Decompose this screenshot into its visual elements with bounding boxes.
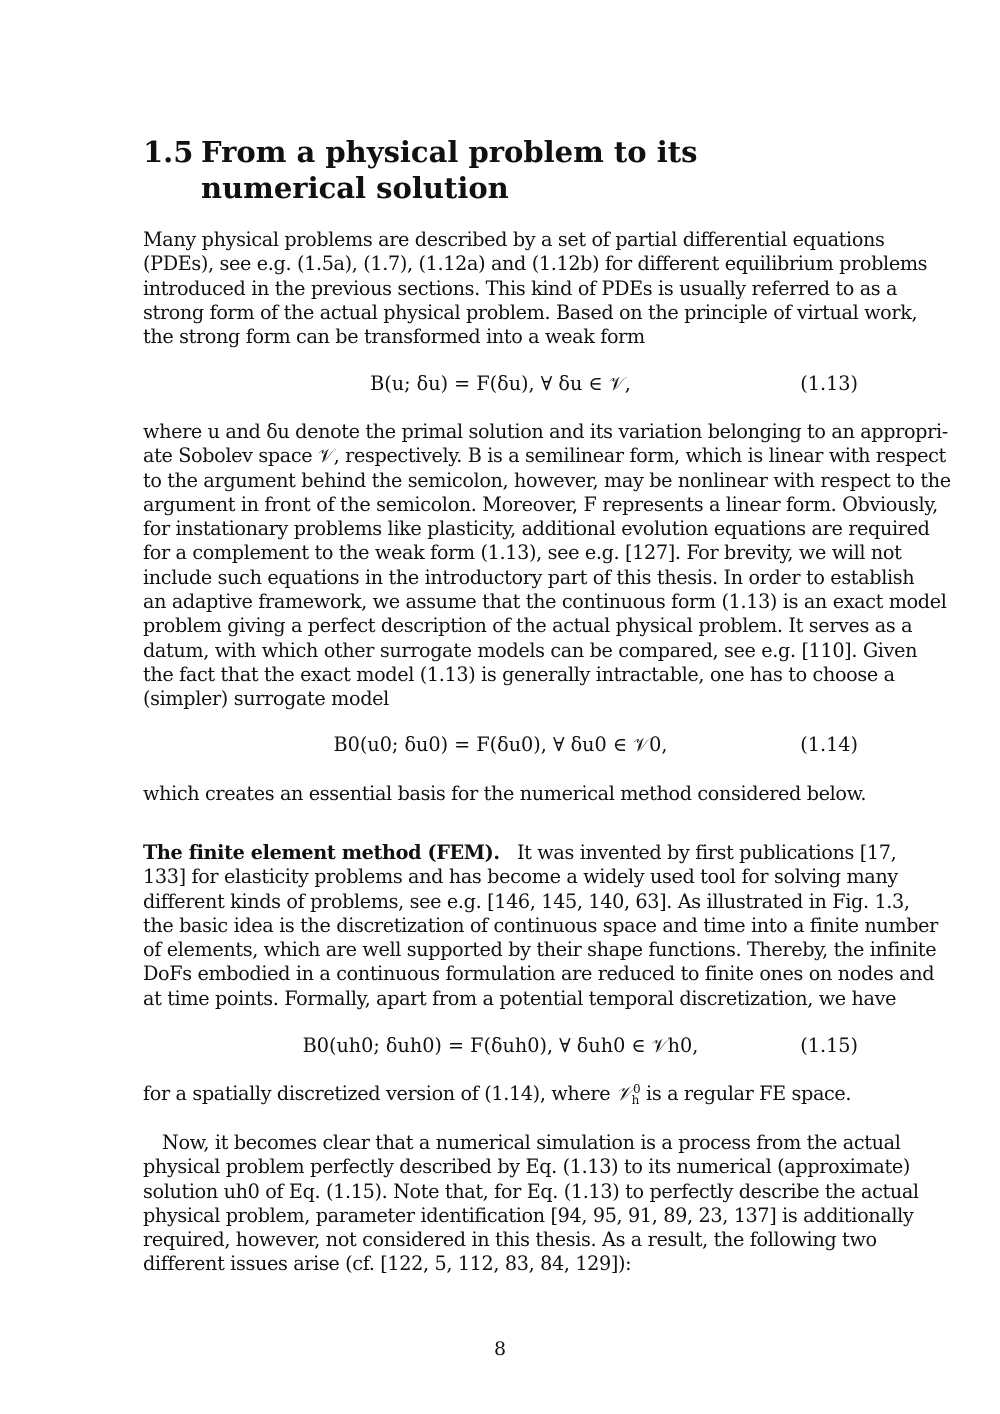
paragraph-simulation (143, 1131, 919, 1277)
equation-1-15 (143, 1034, 858, 1060)
text-line: different issues arise (cf. [122, 5, 112, 83, 84, 129]): (143, 1252, 632, 1276)
text-line: physical problem perfectly described by Eq. (1.13) to its numerical (approximate) (143, 1155, 910, 1179)
text-line: DoFs embodied in a continuous formulation are reduced to finite ones on nodes and (143, 962, 935, 986)
text-line: problem giving a perfect description of the actual physical problem. It serves as a (143, 614, 913, 638)
text-line: Now, it becomes clear that a numerical simulation is a process from the actual (162, 1131, 901, 1154)
paragraph-fe-space (143, 1082, 858, 1106)
equation-1-13 (143, 372, 858, 398)
text-line: which creates an essential basis for the numerical method considered below. (143, 782, 867, 805)
equation-number: (1.15) (800, 1034, 858, 1057)
text-line: Many physical problems are described by a set of partial differential equations (143, 228, 885, 251)
equation-number: (1.14) (800, 733, 858, 756)
text-line: physical problem, parameter identification [94, 95, 91, 89, 23, 137] is additionally (143, 1203, 914, 1227)
text-fragment: It was invented by first publications [17, (516, 841, 897, 864)
text-line: strong form of the actual physical problem. Based on the principle of virtual work, (143, 300, 918, 324)
section-heading (143, 134, 858, 206)
text-line: of elements, which are well supported by their shape functions. Thereby, the infinite (143, 938, 937, 962)
runin-heading: The finite element method (FEM). (143, 841, 500, 864)
text-line: argument in front of the semicolon. Moreover, F represents a linear form. Obviously, (143, 492, 938, 516)
text-line: the basic idea is the discretization of continuous space and time into a finite number (143, 913, 938, 937)
equation-number: (1.13) (800, 372, 858, 395)
paragraph-fem (143, 841, 938, 1011)
text-line: the strong form can be transformed into a weak form (143, 325, 645, 349)
text-line: for instationary problems like plasticity, additional evolution equations are required (143, 517, 930, 541)
paragraph-intro (143, 228, 928, 349)
text-line: solution uh0 of Eq. (1.15). Note that, for Eq. (1.13) to perfectly describe the actual (143, 1179, 919, 1203)
text-fragment: for a spatially discretized version of (1.14), where (143, 1082, 616, 1105)
section-title: From a physical problem to its numerical solution (201, 135, 698, 205)
equation-body: B(u; δu) = F(δu), ∀ δu ∈ 𝒱, (370, 372, 631, 395)
text-line (143, 841, 897, 865)
text-line: to the argument behind the semicolon, however, may be nonlinear with respect to the (143, 468, 951, 492)
text-line: ate Sobolev space 𝒱, respectively. B is a semilinear form, which is linear with respect (143, 444, 946, 468)
text-line: (simpler) surrogate model (143, 687, 389, 711)
section-number: 1.5 (143, 135, 194, 169)
paragraph-weak-form (143, 420, 951, 712)
text-line: at time points. Formally, apart from a potential temporal discretization, we have (143, 986, 897, 1010)
equation-body: B0(uh0; δuh0) = F(δuh0), ∀ δuh0 ∈ 𝒱h0, (302, 1034, 699, 1057)
text-line: the fact that the exact model (1.13) is generally intractable, one has to choose a (143, 662, 895, 686)
text-line: include such equations in the introductory part of this thesis. In order to establish (143, 565, 915, 589)
text-line: different kinds of problems, see e.g. [146, 145, 140, 63]. As illustrated in Fig. 1.3, (143, 889, 910, 913)
equation-1-14 (143, 733, 858, 759)
text-fragment: is a regular FE space. (640, 1082, 852, 1105)
text-line: for a spatially discretized version of (1.14), where 𝒱$_h^0$ is a regular FE space. (143, 1082, 852, 1107)
paragraph-basis (143, 782, 867, 806)
page-number: 8 (493, 1338, 507, 1360)
text-line: where u and δu denote the primal solution and its variation belonging to an appropri- (143, 420, 948, 443)
text-line: an adaptive framework, we assume that the continuous form (1.13) is an exact model (143, 590, 947, 614)
text-line: introduced in the previous sections. This kind of PDEs is usually referred to as a (143, 276, 898, 300)
text-line: datum, with which other surrogate models can be compared, see e.g. [110]. Given (143, 638, 918, 662)
text-line: required, however, not considered in this thesis. As a result, the following two (143, 1228, 877, 1252)
text-line: 133] for elasticity problems and has become a widely used tool for solving many (143, 865, 898, 889)
text-line: for a complement to the weak form (1.13), see e.g. [127]. For brevity, we will not (143, 541, 902, 565)
text-line: (PDEs), see e.g. (1.5a), (1.7), (1.12a) and (1.12b) for different equilibrium problems (143, 252, 928, 276)
equation-body: B0(u0; δu0) = F(δu0), ∀ δu0 ∈ 𝒱0, (333, 733, 668, 756)
